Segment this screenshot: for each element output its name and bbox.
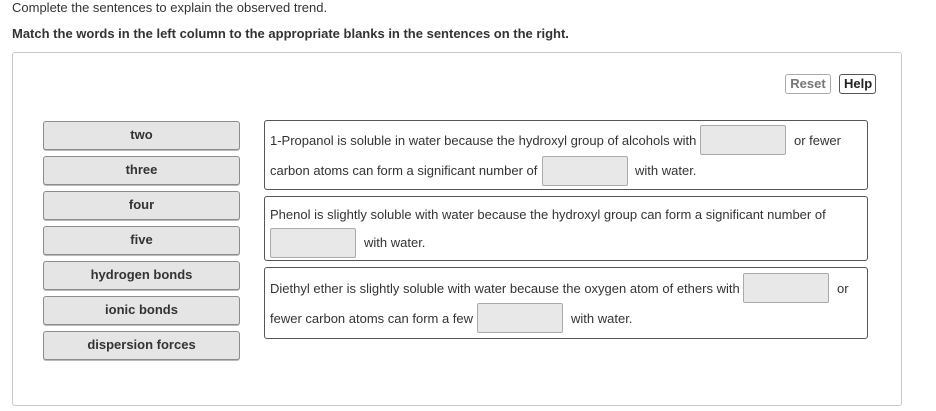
help-button[interactable]: Help	[839, 74, 876, 94]
word-tile-two[interactable]: two	[43, 121, 240, 150]
sentence-1-text-c: carbon atoms can form a significant number of	[270, 163, 538, 178]
reset-button[interactable]: Reset	[785, 74, 831, 94]
sentence-2-text-b: with water.	[364, 235, 426, 250]
sentence-2-text-a: Phenol is slightly soluble with water because the hydroxyl group can form a significant number of	[270, 207, 826, 222]
word-tile-three[interactable]: three	[43, 156, 240, 185]
word-tile-five[interactable]: five	[43, 226, 240, 255]
word-tile-ionic-bonds[interactable]: ionic bonds	[43, 296, 240, 325]
instruction-bold-text: Match the words in the left column to the appropriate blanks in the sentences on the right.	[12, 26, 569, 41]
word-tile-hydrogen-bonds[interactable]: hydrogen bonds	[43, 261, 240, 290]
word-tile-four[interactable]: four	[43, 191, 240, 220]
sentence-1-text-a: 1-Propanol is soluble in water because the hydroxyl group of alcohols with	[270, 133, 697, 148]
sentence-1-text-b: or fewer	[794, 133, 841, 148]
word-tile-dispersion-forces[interactable]: dispersion forces	[43, 331, 240, 360]
sentence-3-text-c: fewer carbon atoms can form a few	[270, 311, 474, 326]
sentence-3-text-a: Diethyl ether is slightly soluble with water because the oxygen atom of ethers with	[270, 281, 740, 296]
blank-1b[interactable]	[542, 156, 628, 186]
blank-2a[interactable]	[270, 228, 356, 258]
sentence-3-text-d: with water.	[571, 311, 633, 326]
blank-3b[interactable]	[477, 303, 563, 333]
blank-3a[interactable]	[743, 273, 829, 303]
instruction-text: Complete the sentences to explain the observed trend.	[12, 0, 328, 15]
blank-1a[interactable]	[700, 125, 786, 155]
sentence-1-text-d: with water.	[635, 163, 697, 178]
sentence-3-text-b: or	[837, 281, 849, 296]
